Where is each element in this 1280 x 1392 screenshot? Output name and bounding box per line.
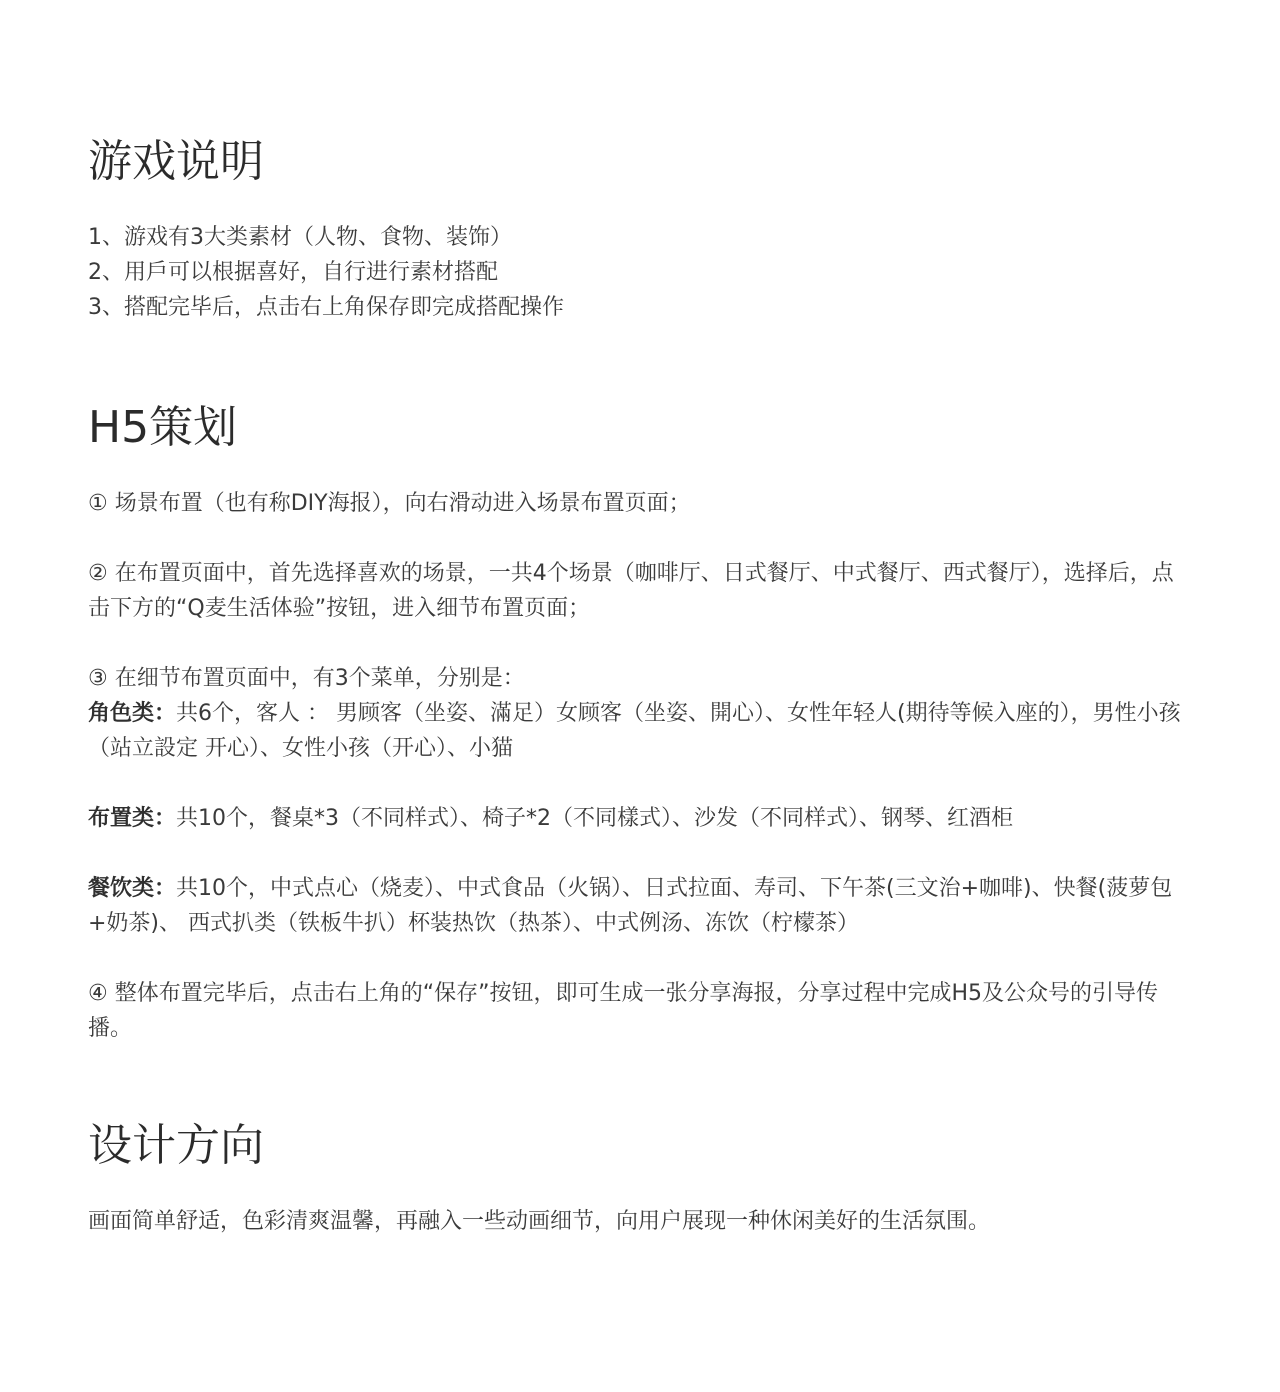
food-text: 共10个，中式点心（烧麦）、中式食品（火锅）、日式拉面、寿司、下午茶(三文治+咖啡)、快餐(菠萝包+奶茶)、 西式扒类（铁板牛扒）杯装热饮（热茶）、中式例汤、冻饮（柠檬茶） [88,876,1173,936]
role-category [88,696,1192,766]
h5-plan-title: H5策划 [88,402,238,453]
role-label: 角色类： [88,701,177,726]
game-intro-list [88,220,1192,325]
h5-step-2: ② 在布置页面中，首先选择喜欢的场景，一共4个场景（咖啡厅、日式餐厅、中式餐厅、西式餐厅），选择后，点击下方的“Q麦生活体验”按钮，进入细节布置页面； [88,561,1174,621]
layout-category [88,801,1192,836]
game-intro-item: 2、用戶可以根据喜好，自行进行素材搭配 [88,260,498,285]
h5-step-1: ① 场景布置（也有称DIY海报），向右滑动进入场景布置页面； [88,491,691,516]
h5-step-3-intro: ③ 在细节布置页面中，有3个菜单，分别是： [88,666,525,691]
game-intro-item: 3、搭配完毕后，点击右上角保存即完成搭配操作 [88,295,564,320]
game-intro-item: 1、游戏有3大类素材（人物、食物、装饰） [88,225,512,250]
layout-label: 布置类： [88,806,177,831]
h5-plan-body [88,486,1192,1046]
layout-text: 共10个，餐桌*3（不同样式）、椅子*2（不同樣式）、沙发（不同样式）、钢琴、红酒柜 [176,806,1014,831]
design-body [88,1204,1192,1239]
food-label: 餐饮类： [88,876,177,901]
design-text: 画面简单舒适，色彩清爽温馨，再融入一些动画细节，向用户展现一种休闲美好的生活氛围。 [88,1209,991,1234]
game-intro-title: 游戏说明 [88,136,264,187]
h5-step-4: ④ 整体布置完毕后，点击右上角的“保存”按钮，即可生成一张分享海报，分享过程中完成H5及公众号的引导传播。 [88,981,1159,1041]
food-category [88,871,1192,941]
role-text: 共6个，客人 ： 男顾客（坐姿、滿足）女顾客（坐姿、開心）、女性年轻人(期待等候入座的），男性小孩（站立設定 开心）、女性小孩（开心）、小猫 [88,701,1181,761]
design-title: 设计方向 [88,1120,264,1171]
